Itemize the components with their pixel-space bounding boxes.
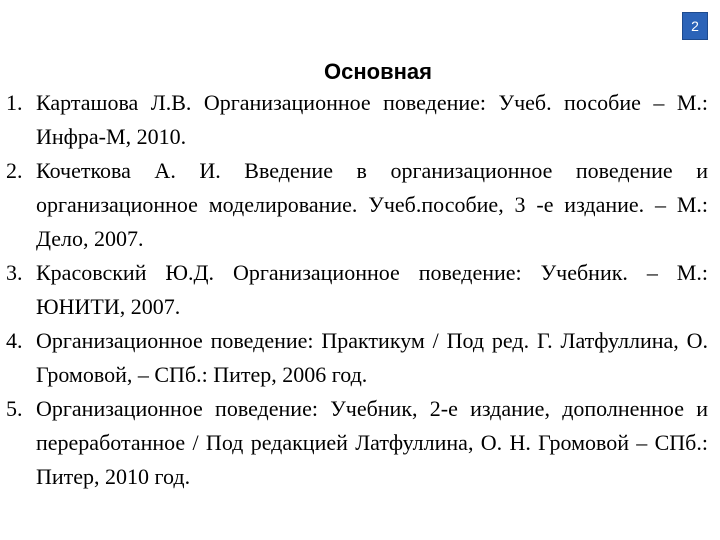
list-item-text: Организационное поведение: Учебник, 2-е издание, дополненное и переработанное / Под редакцией Латфуллина, О. Н. Громовой – СПб.: Питер, 2010 год. [36, 396, 708, 489]
list-item [0, 392, 720, 494]
list-item-text: Организационное поведение: Практикум / Под ред. Г. Латфуллина, О. Громовой, – СПб.: Питер, 2006 год. [36, 328, 708, 387]
page-number-badge: 2 [682, 12, 708, 40]
list-item-number: 2. [6, 158, 23, 183]
list-item-number: 1. [6, 90, 23, 115]
list-item-number: 5. [6, 396, 23, 421]
list-item-text: Кочеткова А. И. Введение в организационное поведение и организационное моделирование. Учеб.пособие, 3 -е издание. – М.: Дело, 2007. [36, 158, 708, 251]
list-item [0, 86, 720, 154]
list-item-number: 3. [6, 260, 23, 285]
list-item-number: 4. [6, 328, 23, 353]
list-item [0, 256, 720, 324]
section-heading: Основная [324, 59, 432, 84]
list-item-text: Красовский Ю.Д. Организационное поведение: Учебник. – М.: ЮНИТИ, 2007. [36, 260, 708, 319]
reference-list [0, 86, 720, 494]
list-item-text: Карташова Л.В. Организационное поведение: Учеб. пособие – М.: Инфра-М, 2010. [36, 90, 708, 149]
list-item [0, 154, 720, 256]
list-item [0, 324, 720, 392]
